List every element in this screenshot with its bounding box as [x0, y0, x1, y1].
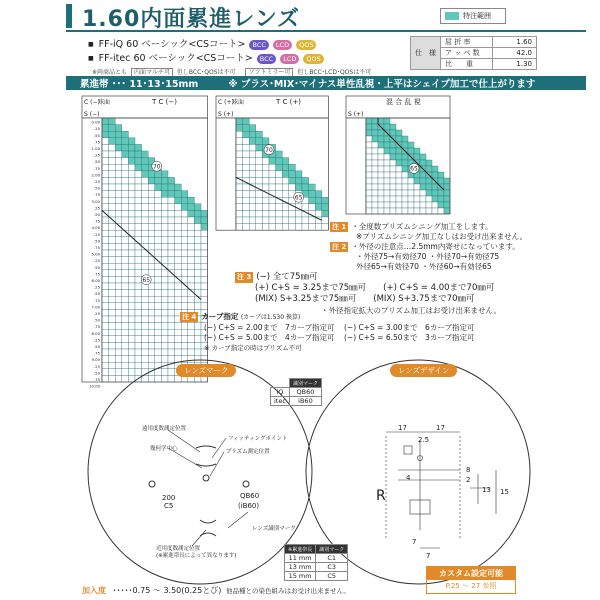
product-cell: itec — [271, 397, 290, 406]
note-text: (−) 全て75㎜可 — [256, 272, 318, 282]
row-label: 5.00 — [91, 251, 100, 257]
corridor-sub: ※ プラス･MIX･マイナス単性乱視・上平はシェイプ加工で仕上がります — [228, 79, 536, 90]
row-label: .50 — [93, 264, 100, 270]
dim-25: 2.5 — [418, 436, 430, 444]
c-minus-label: C (−) — [84, 99, 100, 106]
s-minus-label: S (−) — [84, 111, 100, 118]
row-label: 8.00 — [91, 330, 100, 336]
badge-bcc: BCC — [249, 40, 268, 50]
table-head: ※累進帯長 — [285, 545, 316, 554]
kyumen-label: 球面 — [98, 99, 111, 106]
note-e: 但しBCC･LCD･QOSは不可 — [297, 69, 372, 76]
row-label: 6.00 — [91, 278, 100, 283]
row-label: 4.00 — [91, 225, 100, 231]
corridor-cell: 11 mm — [285, 554, 316, 563]
add-power-value: ･････0.75 〜 3.50(0.25とび) — [112, 586, 222, 595]
spec-label: 比 重 — [441, 59, 493, 70]
note-text: (MIX) S+3.25まで75㎜可 (MIX) S+3.75まで70㎜可 — [255, 294, 475, 304]
row-label: .50 — [93, 212, 100, 217]
geo-center-label: 幾何学中心 — [150, 446, 178, 452]
note-text: (−) C+S = 6.50まで 3カーブ指定可 — [344, 333, 475, 342]
spec-label: ア ッ ベ 数 — [441, 48, 493, 59]
row-label: .75 — [93, 297, 100, 303]
row-label: .75 — [93, 350, 100, 356]
row-label: 0.00 — [91, 119, 100, 125]
row-label: .25 — [93, 337, 100, 343]
row-label: 9.00 — [91, 357, 100, 363]
row-label: .75 — [93, 377, 100, 382]
far-point-label: 遠用度数測定位置 — [142, 426, 187, 432]
row-label: .50 — [93, 317, 100, 323]
custom-head: カスタム設定可能 — [427, 567, 515, 580]
row-label: .50 — [93, 370, 100, 376]
note-text: ※ カーブ指定の時はプリズム不可 — [204, 344, 302, 352]
spec-value: 1.60 — [493, 37, 537, 48]
row-label: .25 — [93, 152, 100, 158]
dim-2: 2 — [466, 476, 471, 484]
corridor-mark: C3 — [316, 563, 348, 572]
note-b: 内面マルチ可 — [131, 68, 173, 77]
note-tag: 注 3 — [237, 273, 252, 281]
badge-qos: QOS — [296, 40, 316, 50]
spec-value: 1.30 — [493, 59, 537, 70]
row-label: .50 — [93, 185, 100, 191]
corridor-cell: 15 mm — [285, 572, 316, 581]
s-plus-label: S (+) — [348, 111, 364, 118]
near-point-note: (※累進帯長によって異なります) — [156, 553, 237, 559]
corridor-cell: 13 mm — [285, 563, 316, 572]
note-sub: (カーブは1.530 換算) — [240, 314, 301, 321]
dim-7b: 7 — [426, 552, 431, 560]
row-label: .25 — [93, 284, 100, 290]
qb-label: QB60 — [240, 492, 260, 500]
dim-17a: 17 — [398, 424, 407, 432]
row-label: .50 — [93, 291, 100, 297]
note-text: (−) C+S = 3.00まで 6カーブ指定可 — [344, 323, 475, 332]
geo-center-dot — [149, 481, 155, 487]
row-label: .75 — [93, 218, 100, 224]
dim-13: 13 — [482, 486, 491, 494]
corridor-mark: C5 — [316, 572, 348, 581]
spec-label: 屈 折 率 — [441, 37, 493, 48]
row-label: .25 — [93, 231, 100, 237]
spec-head: 仕 様 — [411, 37, 441, 70]
mark-cell: QB60 — [289, 388, 321, 397]
note-text: ・外径の注意点…2.5mm内寄せになっています。 — [351, 242, 520, 251]
dim-15: 15 — [500, 488, 509, 496]
near-arc — [200, 520, 216, 523]
row-label: .25 — [93, 179, 100, 184]
note-text: 外径65→有効径70 ・外径60→有効径65 — [356, 262, 492, 271]
row-label: .25 — [93, 205, 100, 211]
prism-label: プリズム測定位置 — [226, 449, 270, 455]
note-text: (−) C+S = 5.00まで 4カーブ指定可 — [204, 333, 335, 342]
lens-id-table — [270, 378, 322, 406]
marker-dot — [243, 481, 249, 487]
fitting-label: フィッティングポイント — [228, 436, 288, 442]
near-point-label: 近用度数測定位置 — [156, 546, 201, 552]
add-label-1: 200 — [162, 494, 176, 502]
note-title: カーブ指定 — [201, 312, 239, 321]
kyumen-label: 球面 — [232, 99, 245, 106]
row-label: 1.00 — [91, 146, 100, 151]
corridor-main: 累進帯 ･･･ 11･13･15mm — [80, 79, 199, 90]
product-cell: iQ — [271, 388, 290, 397]
note-text: ・外径75→有効径70 ・外径70→有効径75 — [356, 252, 500, 261]
dim-17b: 17 — [436, 424, 445, 432]
note-d: ソフトミラー可 — [245, 68, 293, 77]
add-power-label: 加入度 — [82, 586, 106, 595]
far-arc — [196, 446, 216, 448]
badge-lcd: LCD — [280, 54, 299, 64]
row-label: .25 — [93, 363, 100, 369]
corridor-table — [284, 544, 348, 581]
square-bullet-icon: ■ — [88, 41, 94, 48]
row-label: .50 — [93, 132, 100, 138]
note-a: ※両商品とも — [92, 69, 128, 76]
diameter-65-label: 65 — [142, 276, 151, 284]
ib-label: (iB60) — [238, 502, 260, 510]
row-label: .50 — [93, 344, 100, 349]
s-plus-label: S (+) — [218, 111, 234, 118]
badge-bcc: BCC — [257, 54, 276, 64]
row-label: .75 — [93, 324, 100, 330]
prism-dot — [203, 475, 209, 481]
row-label: .50 — [93, 238, 100, 244]
row-label: 3.00 — [91, 198, 100, 204]
note-text: ※プリズムシニング加工なしはお受け出来ません。 — [356, 232, 528, 241]
r-label: R — [376, 488, 386, 504]
row-label: .75 — [93, 192, 100, 198]
row-label: 7.00 — [91, 304, 100, 310]
note-tag: 注 2 — [332, 243, 347, 251]
row-label: .25 — [93, 258, 100, 264]
diameter-70-label: 70 — [265, 146, 273, 154]
custom-setting-box — [426, 566, 516, 594]
corridor-mark: C1 — [316, 554, 348, 563]
row-label: 10.00 — [89, 383, 100, 389]
note-tag: 注 4 — [182, 313, 197, 321]
note-tag: 注 1 — [332, 223, 347, 231]
add-label-2: C5 — [164, 502, 174, 510]
note-c: 但しBCC･QOSは不可 — [176, 69, 236, 76]
row-label: .25 — [93, 126, 100, 132]
lens-id-label: レンズ識別マーク — [252, 526, 296, 532]
fit-arc — [196, 464, 216, 466]
diameter-65-label: 65 — [294, 194, 303, 202]
note-text: (+) C+S = 3.25まで75㎜可 (+) C+S = 4.00まで70㎜可 — [255, 283, 495, 293]
dim-4: 4 — [406, 474, 411, 482]
table-head: 識別マーク — [316, 545, 348, 554]
note-text: ・全度数プリズムシニング加工をします。 — [351, 222, 493, 231]
custom-ref: P.25 〜 27 参照 — [445, 582, 497, 590]
product-name-itec: FF-itec 60 ベーシック<CSコート> — [98, 53, 253, 64]
diameter-65-label: 65 — [410, 165, 418, 173]
footer-note: 他品種との染色組みはお受け出来ません。 — [226, 587, 350, 595]
spec-value: 42.0 — [493, 48, 537, 59]
row-label: .25 — [93, 311, 100, 316]
dim-8: 8 — [466, 466, 471, 474]
product-name-iq: FF-iQ 60 ベーシック<CSコート> — [98, 39, 246, 50]
page-title: 1.60内面累進レンズ — [82, 7, 301, 32]
mark-cell: iB60 — [289, 397, 321, 406]
table-head: 識別マーク — [289, 379, 321, 388]
c-plus-label: C (+) — [218, 99, 234, 106]
row-label: 2.00 — [91, 172, 100, 178]
square-bullet-icon: ■ — [88, 55, 94, 62]
tc-plus-label: T C (+) — [276, 98, 301, 106]
row-label: .50 — [93, 159, 100, 165]
tc-minus-label: T C (−) — [152, 98, 177, 106]
diameter-70-label: 70 — [152, 163, 161, 171]
mixed-label: 混 合 乱 視 — [386, 98, 421, 106]
row-label: .75 — [93, 245, 100, 250]
row-label: .75 — [93, 165, 100, 171]
dim-7a: 7 — [412, 538, 417, 546]
add-power — [82, 585, 221, 596]
lens-design-title: レンズデザイン — [390, 364, 457, 377]
badge-qos: QOS — [303, 54, 323, 64]
lens-mark-title: レンズマーク — [176, 364, 236, 377]
note-text: (−) C+S = 2.00まで 7カーブ指定可 — [204, 323, 335, 332]
badge-lcd: LCD — [273, 40, 292, 50]
note-text: ・外径指定拡大のプリズム加工はお受け出来ません。 — [321, 306, 501, 315]
legend-label: 特注範囲 — [463, 12, 491, 20]
row-label: .75 — [93, 271, 100, 277]
row-label: .75 — [93, 139, 100, 145]
